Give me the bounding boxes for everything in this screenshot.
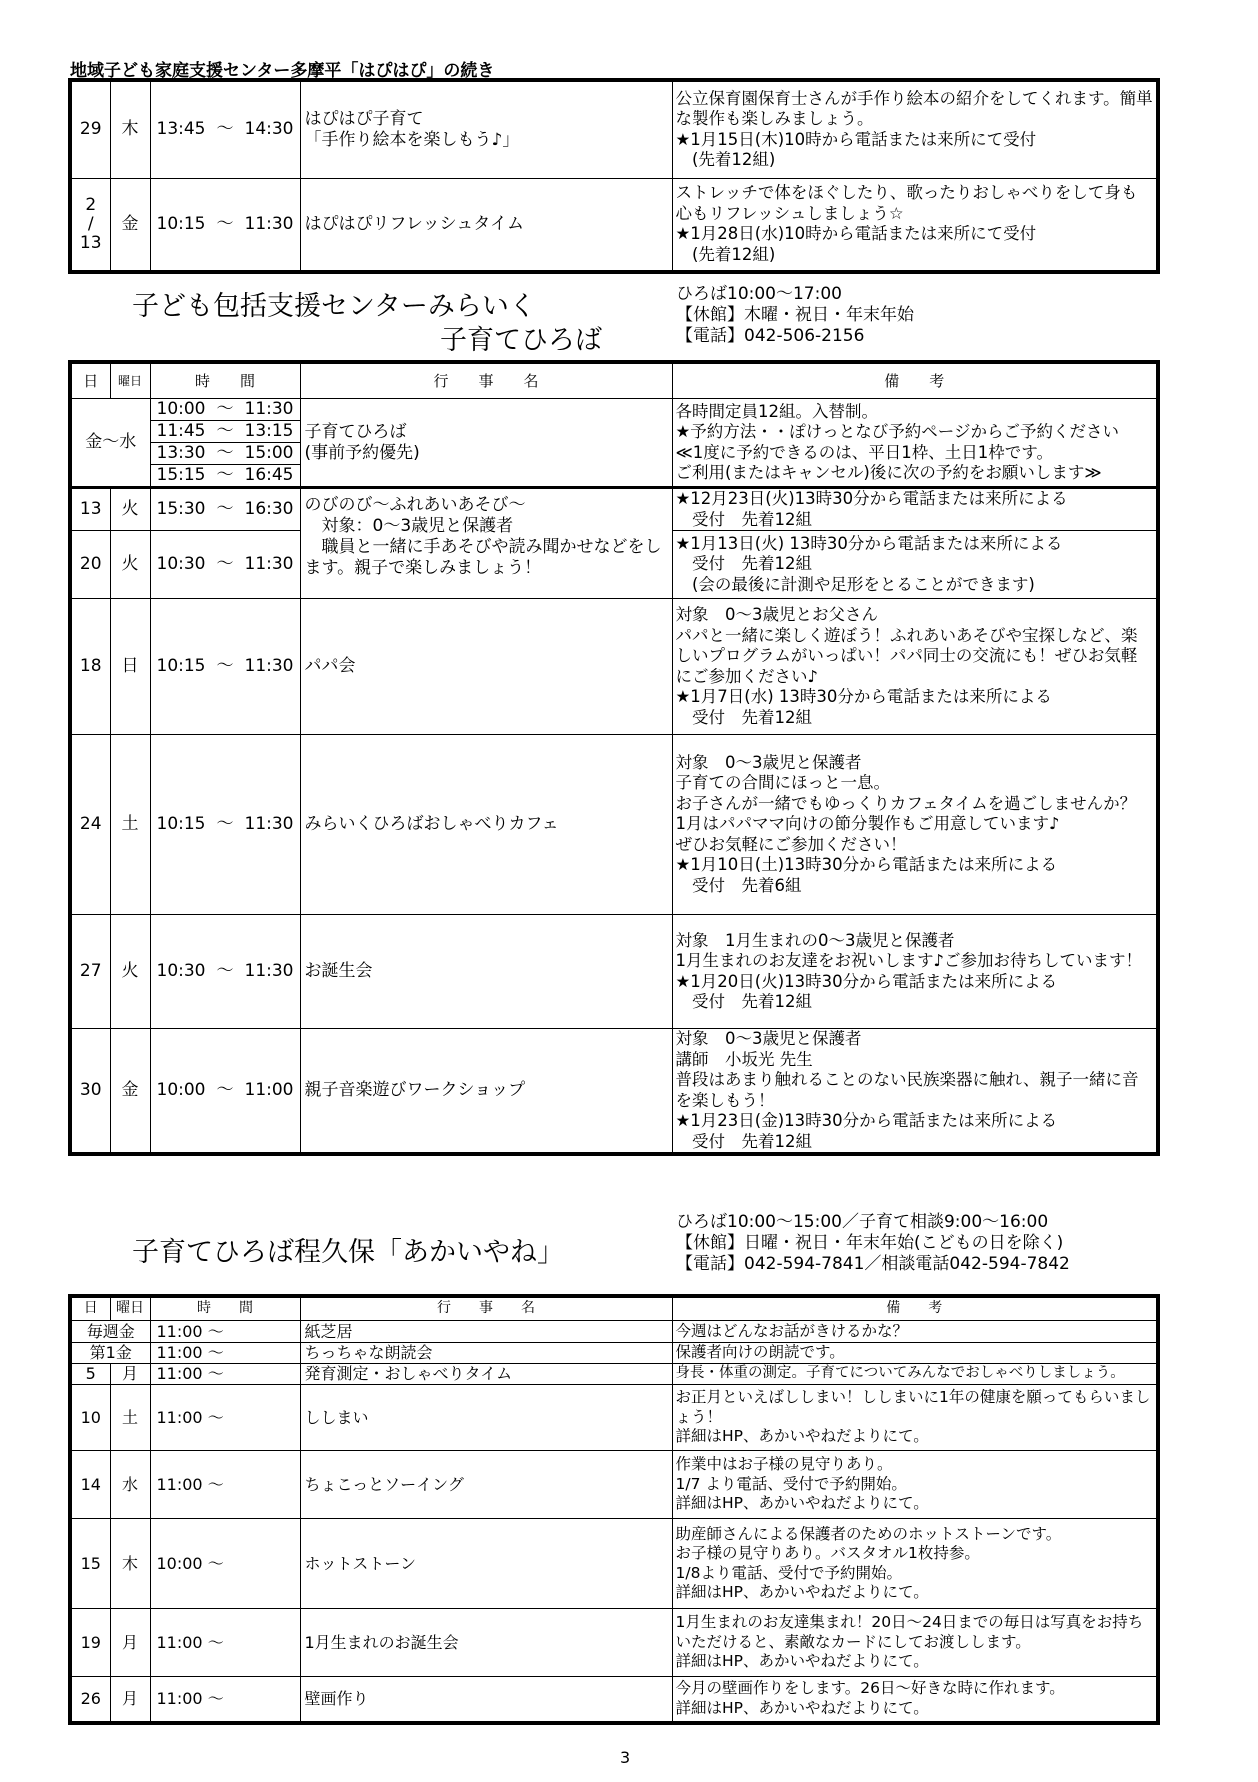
table-row (70, 915, 1158, 1029)
time-cell: 11:00 ～ (150, 1364, 300, 1385)
weekday-cell: 月 (110, 1364, 150, 1385)
header-day: 日 (70, 1296, 110, 1321)
day-cell: 第1金 (70, 1343, 150, 1364)
header-event: 行 事 名 (300, 362, 672, 399)
event-name-cell: 子育てひろば (事前予約優先) (300, 399, 672, 488)
header-remarks: 備 考 (672, 1296, 1158, 1321)
remarks-cell: 対象 0～3歳児とお父さん パパと一緒に楽しく遊ぼう！ふれあいあそびや宝探しなど、楽しいプログラムがいっぱい！パパ同士の交流にも！ぜひお気軽にご参加ください♪ ★1月7日(水) 13時30分から電話または来所による 受付 先着12組 (672, 599, 1158, 735)
table-row (70, 1519, 1158, 1609)
header-remarks: 備 考 (672, 362, 1158, 399)
remarks-cell: ★1月13日(火) 13時30分から電話または来所による 受付 先着12組 (会の最後に計測や足形をとることができます) (672, 531, 1158, 599)
day-cell: 10 (70, 1385, 110, 1451)
akaiyane-title: 子育てひろば程久保「あかいやね」 (132, 1237, 564, 1268)
remarks-cell: 作業中はお子様の見守りあり。 1/7 より電話、受付で予約開始。 詳細はHP、あかいやねだよりにて。 (672, 1451, 1158, 1519)
event-name-cell: 紙芝居 (300, 1321, 672, 1343)
table-row (70, 735, 1158, 915)
remarks-cell: 今月の壁画作りをします。26日～好きな時に作れます。 詳細はHP、あかいやねだよりにて。 (672, 1677, 1158, 1723)
mirai-title: 子ども包括支援センターみらいく (132, 291, 536, 322)
day-cell: 2 / 13 (70, 178, 110, 272)
time-cell: 10:15 ～ 11:30 (150, 735, 300, 915)
table-row (70, 1321, 1158, 1343)
time-cell: 11:00 ～ (150, 1677, 300, 1723)
header-time: 時 間 (150, 1296, 300, 1321)
time-cell: 11:00 ～ (150, 1321, 300, 1343)
event-name-cell: はぴはぴ子育て 「手作り絵本を楽しもう♪」 (300, 80, 672, 178)
remarks-cell: 公立保育園保育士さんが手作り絵本の紹介をしてくれます。簡単な製作も楽しみましょう。 ★1月15日(木)10時から電話または来所にて受付 (先着12組) (672, 80, 1158, 178)
time-cell: 10:00 ～ (150, 1519, 300, 1609)
mirai-info: ひろば10:00～17:00 【休館】木曜・祝日・年末年始 【電話】042-506-2156 (676, 284, 914, 346)
event-name-cell: 発育測定・おしゃべりタイム (300, 1364, 672, 1385)
day-cell: 金～水 (70, 399, 150, 488)
remarks-cell: ストレッチで体をほぐしたり、歌ったりおしゃべりをして身も心もリフレッシュしましょう☆ ★1月28日(水)10時から電話または来所にて受付 (先着12組) (672, 178, 1158, 272)
remarks-cell: 保護者向けの朗読です。 (672, 1343, 1158, 1364)
table-row (70, 80, 1158, 178)
event-name-cell: お誕生会 (300, 915, 672, 1029)
event-name-cell: パパ会 (300, 599, 672, 735)
time-cell: 15:15 ～ 16:45 (150, 465, 300, 488)
time-cell: 11:00 ～ (150, 1609, 300, 1677)
table-row (70, 399, 1158, 421)
time-cell: 10:30 ～ 11:30 (150, 531, 300, 599)
time-cell: 10:15 ～ 11:30 (150, 599, 300, 735)
event-name-cell: ちょこっとソーイング (300, 1451, 672, 1519)
time-cell: 10:30 ～ 11:30 (150, 915, 300, 1029)
table-row (70, 1029, 1158, 1155)
time-cell: 10:15 ～ 11:30 (150, 178, 300, 272)
table-row (70, 1364, 1158, 1385)
day-cell: 24 (70, 735, 110, 915)
time-cell: 11:00 ～ (150, 1451, 300, 1519)
time-cell: 13:45 ～ 14:30 (150, 80, 300, 178)
weekday-cell: 火 (110, 488, 150, 531)
day-cell: 毎週金 (70, 1321, 150, 1343)
event-name-cell: ちっちゃな朗読会 (300, 1343, 672, 1364)
day-cell: 29 (70, 80, 110, 178)
remarks-cell: 今週はどんなお話がきけるかな？ (672, 1321, 1158, 1343)
time-cell: 15:30 ～ 16:30 (150, 488, 300, 531)
header-weekday: 曜日 (110, 1296, 150, 1321)
time-cell: 11:00 ～ (150, 1385, 300, 1451)
header-weekday: 曜日 (110, 362, 150, 399)
continued-heading: 地域子ども家庭支援センター多摩平「はぴはぴ」の続き (70, 61, 495, 81)
remarks-cell: お正月といえばししまい！ししまいに1年の健康を願ってもらいましょう！ 詳細はHP、あかいやねだよりにて。 (672, 1385, 1158, 1451)
day-cell: 26 (70, 1677, 110, 1723)
table-row (70, 1609, 1158, 1677)
header-time: 時 間 (150, 362, 300, 399)
day-cell: 30 (70, 1029, 110, 1155)
table-row (70, 1451, 1158, 1519)
table-row (70, 1385, 1158, 1451)
time-cell: 10:00 ～ 11:30 (150, 399, 300, 421)
akaiyane-table (68, 1294, 1160, 1725)
weekday-cell: 金 (110, 1029, 150, 1155)
weekday-cell: 日 (110, 599, 150, 735)
mirai-subtitle: 子育てひろば (440, 325, 602, 356)
time-cell: 10:00 ～ 11:00 (150, 1029, 300, 1155)
table-row (70, 1343, 1158, 1364)
event-name-cell: 親子音楽遊びワークショップ (300, 1029, 672, 1155)
akaiyane-info: ひろば10:00～15:00／子育て相談9:00～16:00 【休館】日曜・祝日・年末年始(こどもの日を除く) 【電話】042-594-7841／相談電話042-594-7842 (676, 1212, 1070, 1274)
event-name-cell: のびのび～ふれあいあそび～ 対象：0～3歳児と保護者 職員と一緒に手あそびや読み聞かせなどをします。親子で楽しみましょう！ (300, 488, 672, 599)
header-event: 行 事 名 (300, 1296, 672, 1321)
day-cell: 19 (70, 1609, 110, 1677)
event-name-cell: みらいくひろばおしゃべりカフェ (300, 735, 672, 915)
mirai-table (68, 360, 1160, 1156)
event-name-cell: 壁画作り (300, 1677, 672, 1723)
weekday-cell: 木 (110, 1519, 150, 1609)
table-header (70, 1296, 1158, 1321)
day-cell: 27 (70, 915, 110, 1029)
day-cell: 15 (70, 1519, 110, 1609)
table-row (70, 488, 1158, 531)
weekday-cell: 月 (110, 1609, 150, 1677)
day-cell: 14 (70, 1451, 110, 1519)
weekday-cell: 火 (110, 915, 150, 1029)
day-cell: 13 (70, 488, 110, 531)
remarks-cell: 助産師さんによる保護者のためのホットストーンです。 お子様の見守りあり。バスタオル1枚持参。 1/8より電話、受付で予約開始。 詳細はHP、あかいやねだよりにて。 (672, 1519, 1158, 1609)
table-header (70, 362, 1158, 399)
table-row (70, 599, 1158, 735)
hapihapi-table (68, 78, 1160, 274)
remarks-cell: ★12月23日(火)13時30分から電話または来所による 受付 先着12組 (672, 488, 1158, 531)
table-row (70, 1677, 1158, 1723)
weekday-cell: 土 (110, 1385, 150, 1451)
day-cell: 5 (70, 1364, 110, 1385)
remarks-cell: 各時間定員12組。入替制。 ★予約方法・・ぽけっとなび予約ページからご予約ください ≪1度に予約できるのは、平日1枠、土日1枠です。 ご利用(またはキャンセル)後に次の予約をお願いします≫ (672, 399, 1158, 488)
table-row (70, 178, 1158, 272)
event-name-cell: ししまい (300, 1385, 672, 1451)
event-name-cell: 1月生まれのお誕生会 (300, 1609, 672, 1677)
event-name-cell: はぴはぴリフレッシュタイム (300, 178, 672, 272)
weekday-cell: 月 (110, 1677, 150, 1723)
remarks-cell: 対象 0～3歳児と保護者 子育ての合間にほっと一息。 お子さんが一緒でもゆっくりカフェタイムを過ごしませんか？ 1月はパパママ向けの節分製作もご用意しています♪ ぜひお気軽にご参加ください！ ★1月10日(土)13時30分から電話または来所による 受付 先着6組 (672, 735, 1158, 915)
weekday-cell: 土 (110, 735, 150, 915)
time-cell: 13:30 ～ 15:00 (150, 443, 300, 465)
page-number: 3 (620, 1748, 631, 1767)
time-cell: 11:00 ～ (150, 1343, 300, 1364)
weekday-cell: 木 (110, 80, 150, 178)
weekday-cell: 火 (110, 531, 150, 599)
remarks-cell: 対象 1月生まれの0～3歳児と保護者 1月生まれのお友達をお祝いします♪ご参加お待ちしています！ ★1月20日(火)13時30分から電話または来所による 受付 先着12組 (672, 915, 1158, 1029)
time-cell: 11:45 ～ 13:15 (150, 421, 300, 443)
remarks-cell: 対象 0～3歳児と保護者 講師 小坂光 先生 普段はあまり触れることのない民族楽器に触れ、親子一緒に音を楽しもう！ ★1月23日(金)13時30分から電話または来所による 受付 先着12組 (672, 1029, 1158, 1155)
event-name-cell: ホットストーン (300, 1519, 672, 1609)
remarks-cell: 身長・体重の測定。子育てについてみんなでおしゃべりしましょう。 (672, 1364, 1158, 1385)
remarks-cell: 1月生まれのお友達集まれ！20日～24日までの毎日は写真をお持ちいただけると、素敵なカードにしてお渡しします。 詳細はHP、あかいやねだよりにて。 (672, 1609, 1158, 1677)
weekday-cell: 水 (110, 1451, 150, 1519)
day-cell: 20 (70, 531, 110, 599)
day-cell: 18 (70, 599, 110, 735)
header-day: 日 (70, 362, 110, 399)
weekday-cell: 金 (110, 178, 150, 272)
